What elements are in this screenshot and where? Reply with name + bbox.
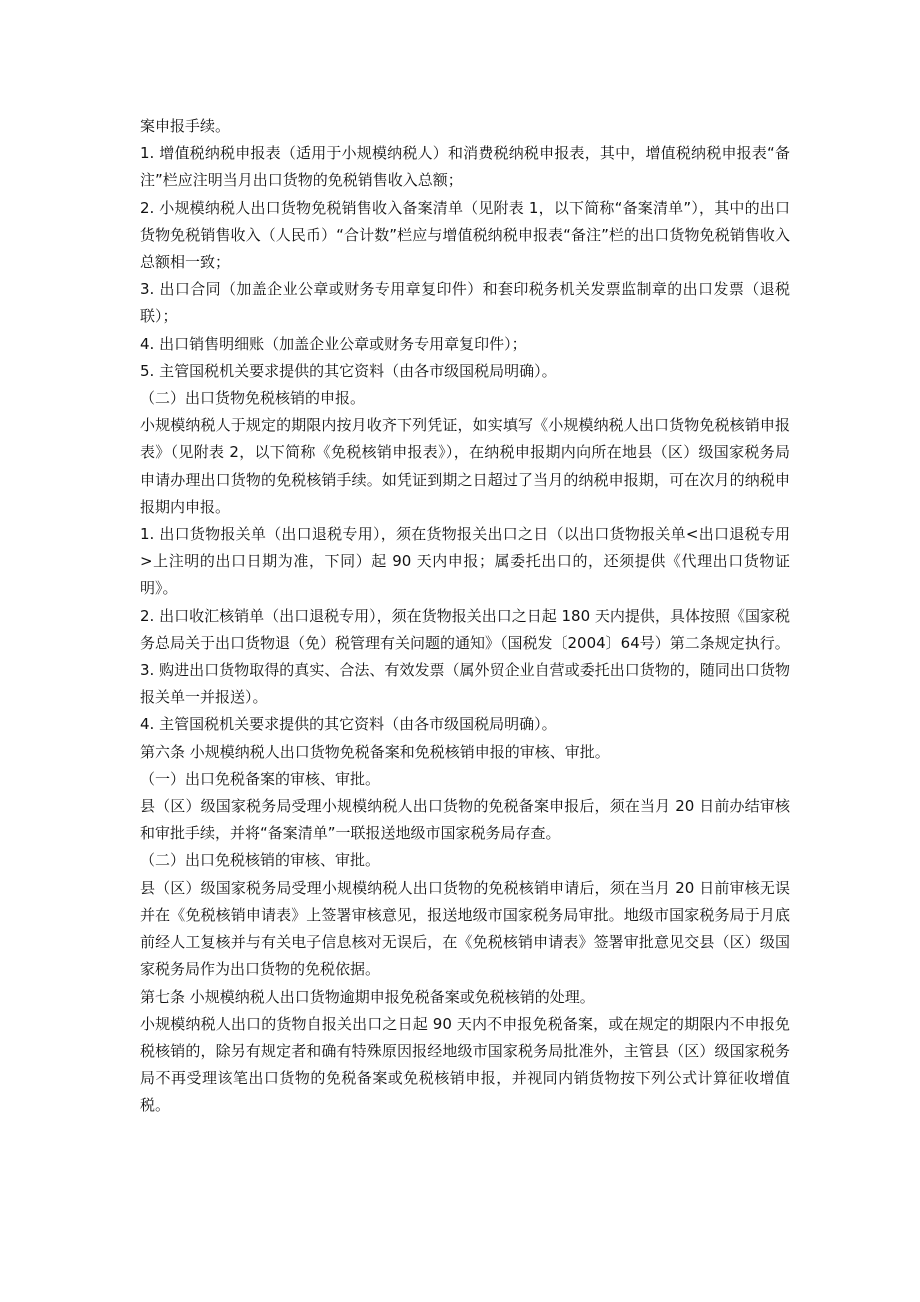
- paragraph: 3. 出口合同（加盖企业公章或财务专用章复印件）和套印税务机关发票监制章的出口发票（退税联）；: [140, 280, 790, 326]
- section-heading: （二）出口货物免税核销的申报。: [140, 389, 366, 408]
- document-body: [140, 113, 790, 1120]
- paragraph: 4. 主管国税机关要求提供的其它资料（由各市级国税局明确）。: [140, 715, 557, 734]
- section-heading: （一）出口免税备案的审核、审批。: [140, 769, 381, 788]
- paragraph: 案申报手续。: [140, 117, 231, 135]
- paragraph: 县（区）级国家税务局受理小规模纳税人出口货物的免税备案申报后，须在当月 20 日前办结审核和审批手续，并将“备案清单”一联报送地级市国家税务局存查。: [140, 797, 790, 843]
- paragraph: 小规模纳税人于规定的期限内按月收齐下列凭证，如实填写《小规模纳税人出口货物免税核销申报表》（见附表 2，以下简称《免税核销申报表》），在纳税申报期内向所在地县（区）级国家税务局申请办理出口货物的免税核销手续。如凭证到期之日超过了当月的纳税申报期，可在次月的纳税申报期内申报。: [140, 416, 790, 516]
- article-heading: 第七条 小规模纳税人出口货物逾期申报免税备案或免税核销的处理。: [140, 987, 595, 1006]
- paragraph: 2. 出口收汇核销单（出口退税专用），须在货物报关出口之日起 180 天内提供，具体按照《国家税务总局关于出口货物退（免）税管理有关问题的通知》（国税发〔2004〕64号）第二条规定执行。: [140, 606, 790, 652]
- section-heading: （二）出口免税核销的审核、审批。: [140, 851, 381, 870]
- article-heading: 第六条 小规模纳税人出口货物免税备案和免税核销申报的审核、审批。: [140, 742, 610, 761]
- paragraph: 4. 出口销售明细账（加盖企业公章或财务专用章复印件）；: [140, 334, 527, 353]
- paragraph: 1. 出口货物报关单（出口退税专用），须在货物报关出口之日（以出口货物报关单<出口退税专用>上注明的出口日期为准，下同）起 90 天内申报；属委托出口的，还须提供《代理出口货物证明》。: [140, 525, 790, 598]
- paragraph: 5. 主管国税机关要求提供的其它资料（由各市级国税局明确）。: [140, 361, 557, 380]
- paragraph: 3. 购进出口货物取得的真实、合法、有效发票（属外贸企业自营或委托出口货物的，随同出口货物报关单一并报送）。: [140, 661, 790, 707]
- paragraph: 县（区）级国家税务局受理小规模纳税人出口货物的免税核销申请后，须在当月 20 日前审核无误并在《免税核销申请表》上签署审核意见，报送地级市国家税务局审批。地级市国家税务局于月底前经人工复核并与有关电子信息核对无误后，在《免税核销申请表》签署审批意见交县（区）级国家税务局作为出口货物的免税依据。: [140, 878, 790, 979]
- paragraph: 小规模纳税人出口的货物自报关出口之日起 90 天内不申报免税备案，或在规定的期限内不申报免税核销的，除另有规定者和确有特殊原因报经地级市国家税务局批准外，主管县（区）级国家税务局不再受理该笔出口货物的免税备案或免税核销申报，并视同内销货物按下列公式计算征收增值税。: [140, 1014, 790, 1115]
- paragraph: 2. 小规模纳税人出口货物免税销售收入备案清单（见附表 1，以下简称“备案清单”），其中的出口货物免税销售收入（人民币）“合计数”栏应与增值税纳税申报表“备注”栏的出口货物免税销售收入总额相一致；: [140, 198, 790, 272]
- paragraph: 1. 增值税纳税申报表（适用于小规模纳税人）和消费税纳税申报表，其中，增值税纳税申报表“备注”栏应注明当月出口货物的免税销售收入总额；: [140, 144, 790, 190]
